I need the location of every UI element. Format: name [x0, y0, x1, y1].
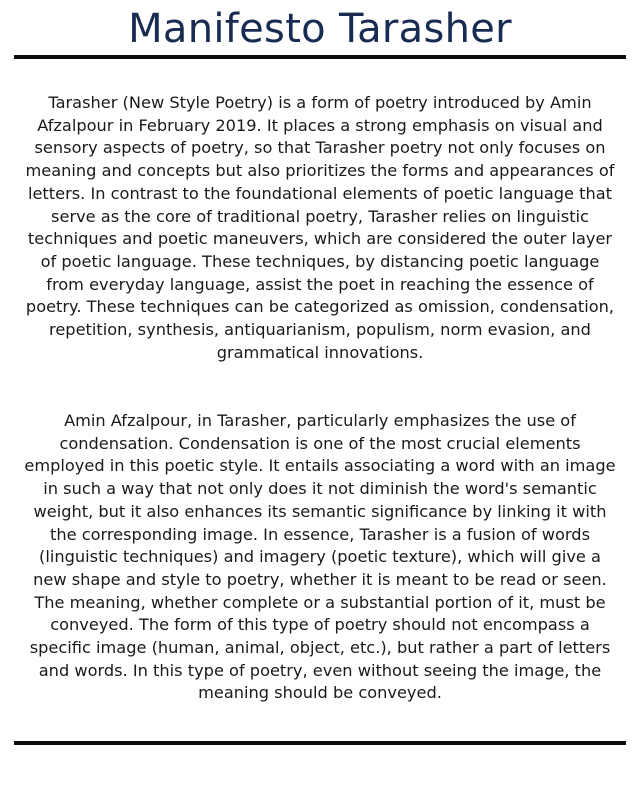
- bottom-divider: [14, 741, 626, 745]
- top-divider: [14, 55, 626, 59]
- page-title: Manifesto Tarasher: [128, 6, 512, 52]
- paragraph-intro: Tarasher (New Style Poetry) is a form of poetry introduced by Amin Afzalpour in February 2019. It places a strong emphasis on visual and sensory aspects of poetry, so that Tarasher poetry not only focuses on meaning and concepts but also prioritizes the forms and appearances of letters. In contrast to the foundational elements of poetic language that serve as the core of traditional poetry, Tarasher relies on linguistic techniques and poetic maneuvers, which are considered the outer layer of poetic language. These techniques, by distancing poetic language from everyday language, assist the poet in reaching the essence of poetry. These techniques can be categorized as omission, condensation, repetition, synthesis, antiquarianism, populism, norm evasion, and grammatical innovations.: [25, 93, 615, 362]
- paragraph-condensation: Amin Afzalpour, in Tarasher, particularly emphasizes the use of condensation. Condensation is one of the most crucial elements employed in this poetic style. It entails associating a word with an image in such a way that not only does it not diminish the word's semantic weight, but it also enhances its semantic significance by linking it with the corresponding image. In essence, Tarasher is a fusion of words (linguistic techniques) and imagery (poetic texture), which will give a new shape and style to poetry, whether it is meant to be read or seen. The meaning, whether complete or a substantial portion of it, must be conveyed. The form of this type of poetry should not encompass a specific image (human, animal, object, etc.), but rather a part of letters and words. In this type of poetry, even without seeing the image, the meaning should be conveyed.: [24, 411, 616, 703]
